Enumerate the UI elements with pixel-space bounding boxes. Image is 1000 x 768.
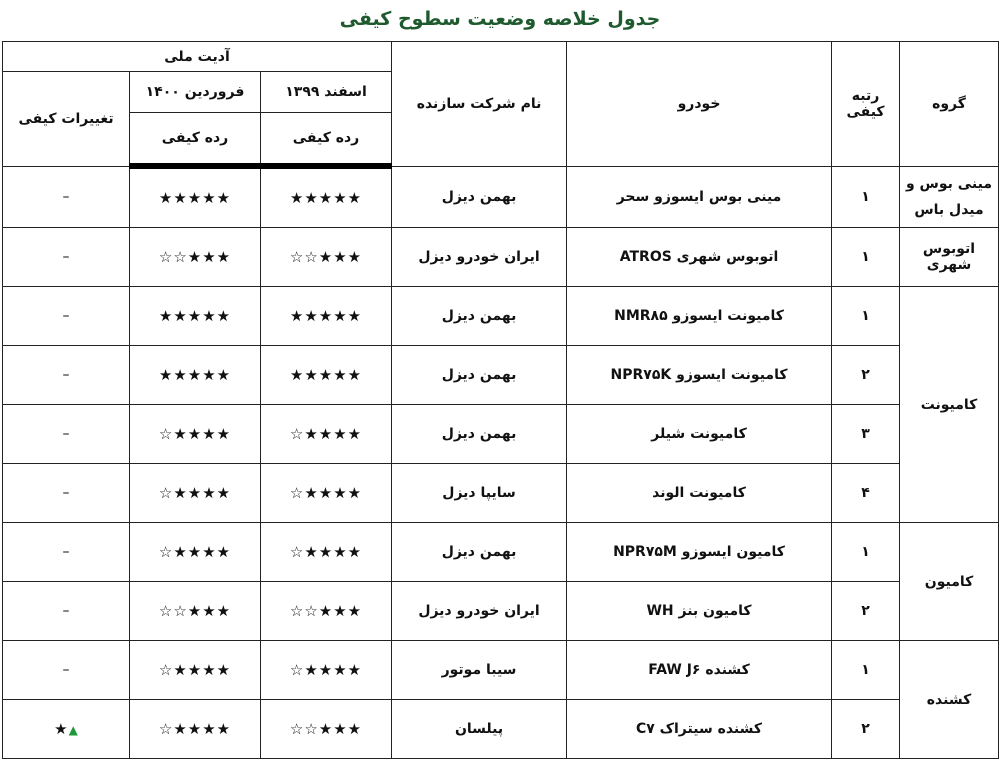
rank-cell: ۱ xyxy=(832,523,900,582)
page-title: جدول خلاصه وضعیت سطوح کیفی xyxy=(339,8,661,30)
change-star-icon: ★ xyxy=(54,720,69,738)
change-cell xyxy=(3,700,130,759)
rank-cell: ۲ xyxy=(832,582,900,641)
header-audit: آدیت ملی xyxy=(3,42,392,72)
table-row xyxy=(3,346,999,405)
vehicle-cell: کامیون ایسوزو NPR۷۵M xyxy=(567,523,832,582)
maker-cell: ایران خودرو دیزل xyxy=(392,582,567,641)
table-row xyxy=(3,228,999,287)
table-row xyxy=(3,700,999,759)
vehicle-cell: مینی بوس ایسوزو سحر xyxy=(567,166,832,228)
grade-esfand-cell: ★★★★☆ xyxy=(261,464,392,523)
grade-esfand-cell: ★★★★★ xyxy=(261,346,392,405)
rank-cell: ۱ xyxy=(832,166,900,228)
header-grade-farvardin: رده کیفی xyxy=(130,113,261,167)
group-cell: کشنده xyxy=(900,641,999,759)
table-row xyxy=(3,166,999,228)
table-row xyxy=(3,464,999,523)
grade-esfand-cell: ★★★★★ xyxy=(261,166,392,228)
grade-farvardin-cell: ★★★★☆ xyxy=(130,523,261,582)
grade-farvardin-cell: ★★★★★ xyxy=(130,166,261,228)
change-cell: – xyxy=(3,346,130,405)
grade-farvardin-cell: ★★★☆☆ xyxy=(130,228,261,287)
grade-farvardin-cell: ★★★★☆ xyxy=(130,641,261,700)
table-row xyxy=(3,523,999,582)
rank-cell: ۲ xyxy=(832,700,900,759)
maker-cell: ایران خودرو دیزل xyxy=(392,228,567,287)
vehicle-cell: کامیونت ایسوزو NPR۷۵K xyxy=(567,346,832,405)
grade-esfand-cell: ★★★★★ xyxy=(261,287,392,346)
vehicle-cell: کامیونت الوند xyxy=(567,464,832,523)
grade-esfand-cell: ★★★★☆ xyxy=(261,405,392,464)
change-cell: – xyxy=(3,582,130,641)
table-row xyxy=(3,582,999,641)
header-maker: نام شرکت سازنده xyxy=(392,42,567,167)
change-cell: – xyxy=(3,287,130,346)
vehicle-cell: اتوبوس شهری ATROS xyxy=(567,228,832,287)
grade-esfand-cell: ★★★★☆ xyxy=(261,523,392,582)
header-period-esfand: اسفند ۱۳۹۹ xyxy=(261,72,392,113)
rank-cell: ۱ xyxy=(832,287,900,346)
group-cell: کامیونت xyxy=(900,287,999,523)
header-changes: تغییرات کیفی xyxy=(3,72,130,167)
header-period-farvardin: فروردین ۱۴۰۰ xyxy=(130,72,261,113)
maker-cell: پیلسان xyxy=(392,700,567,759)
rank-cell: ۱ xyxy=(832,228,900,287)
up-arrow-icon: ▲ xyxy=(68,723,78,737)
grade-farvardin-cell: ★★★★★ xyxy=(130,346,261,405)
table-row xyxy=(3,287,999,346)
grade-farvardin-cell: ★★★★☆ xyxy=(130,700,261,759)
maker-cell: سایپا دیزل xyxy=(392,464,567,523)
change-cell: – xyxy=(3,641,130,700)
grade-farvardin-cell: ★★★★☆ xyxy=(130,464,261,523)
vehicle-cell: کامیونت شیلر xyxy=(567,405,832,464)
maker-cell: سیبا موتور xyxy=(392,641,567,700)
quality-summary-table xyxy=(2,41,999,759)
grade-esfand-cell: ★★★☆☆ xyxy=(261,700,392,759)
vehicle-cell: کشنده سیتراک C۷ xyxy=(567,700,832,759)
rank-cell: ۴ xyxy=(832,464,900,523)
header-group: گروه xyxy=(900,42,999,167)
grade-farvardin-cell: ★★★★☆ xyxy=(130,405,261,464)
maker-cell: بهمن دیزل xyxy=(392,405,567,464)
vehicle-cell: کامیون بنز WH xyxy=(567,582,832,641)
header-grade-esfand: رده کیفی xyxy=(261,113,392,167)
group-cell: کامیون xyxy=(900,523,999,641)
rank-cell: ۳ xyxy=(832,405,900,464)
rank-cell: ۲ xyxy=(832,346,900,405)
header-vehicle: خودرو xyxy=(567,42,832,167)
group-cell: اتوبوس شهری xyxy=(900,228,999,287)
vehicle-cell: کامیونت ایسوزو NMR۸۵ xyxy=(567,287,832,346)
maker-cell: بهمن دیزل xyxy=(392,346,567,405)
header-rank: رتبه کیفی xyxy=(832,42,900,167)
change-cell: – xyxy=(3,464,130,523)
change-cell: – xyxy=(3,166,130,228)
maker-cell: بهمن دیزل xyxy=(392,287,567,346)
change-cell: – xyxy=(3,523,130,582)
grade-esfand-cell: ★★★☆☆ xyxy=(261,228,392,287)
change-cell: – xyxy=(3,228,130,287)
grade-farvardin-cell: ★★★☆☆ xyxy=(130,582,261,641)
maker-cell: بهمن دیزل xyxy=(392,523,567,582)
grade-esfand-cell: ★★★☆☆ xyxy=(261,582,392,641)
table-row xyxy=(3,641,999,700)
grade-farvardin-cell: ★★★★★ xyxy=(130,287,261,346)
grade-esfand-cell: ★★★★☆ xyxy=(261,641,392,700)
change-cell: – xyxy=(3,405,130,464)
rank-cell: ۱ xyxy=(832,641,900,700)
table-row xyxy=(3,405,999,464)
group-cell: مینی بوس و میدل باس xyxy=(900,166,999,228)
vehicle-cell: کشنده FAW J۶ xyxy=(567,641,832,700)
maker-cell: بهمن دیزل xyxy=(392,166,567,228)
